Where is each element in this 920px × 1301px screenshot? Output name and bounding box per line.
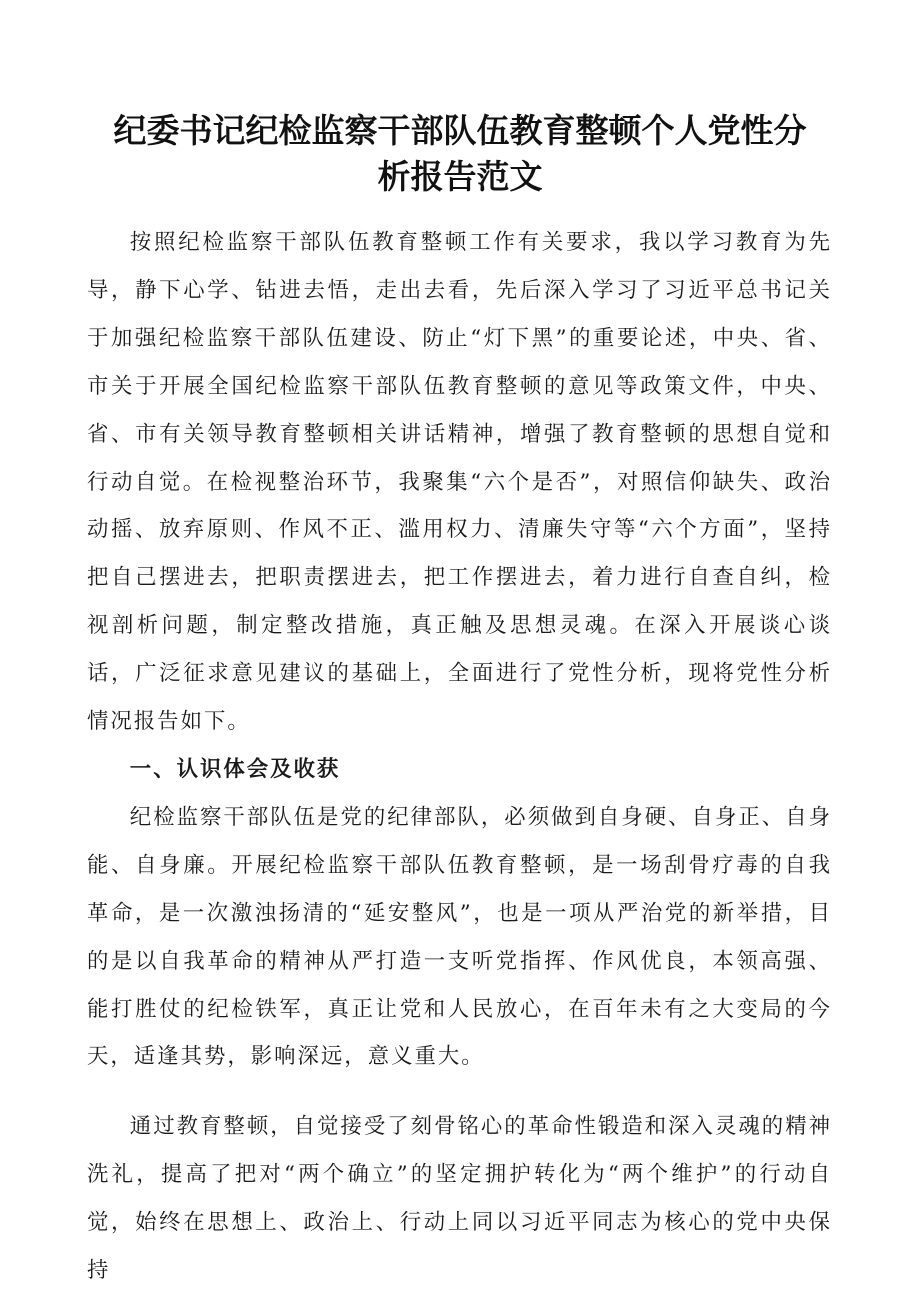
document-title	[100, 108, 820, 200]
paragraph-section-1-b: 通过教育整顿，自觉接受了刻骨铭心的革命性锻造和深入灵魂的精神洗礼，提高了把对“两个确立”的坚定拥护转化为“两个维护”的行动自觉，始终在思想上、政治上、行动上同以习近平同志为核心的党中央保持	[87, 1114, 832, 1284]
title-line-2: 析报告范文	[377, 157, 543, 196]
title-line-1: 纪委书记纪检监察干部队伍教育整顿个人党性分	[113, 111, 807, 150]
paragraph-gap	[87, 1081, 832, 1103]
paragraph-intro: 按照纪检监察干部队伍教育整顿工作有关要求，我以学习教育为先导，静下心学、钻进去悟，走出去看，先后深入学习了习近平总书记关于加强纪检监察干部队伍建设、防止“灯下黑”的重要论述，中央、省、市关于开展全国纪检监察干部队伍教育整顿的意见等政策文件，中央、省、市有关领导教育整顿相关讲话精神，增强了教育整顿的思想自觉和行动自觉。在检视整治环节，我聚集“六个是否”，对照信仰缺失、政治动摇、放弃原则、作风不正、滥用权力、清廉失守等“六个方面”，坚持把自己摆进去，把职责摆进去，把工作摆进去，着力进行自查自纠，检视剖析问题，制定整改措施，真正触及思想灵魂。在深入开展谈心谈话，广泛征求意见建议的基础上，全面进行了党性分析，现将党性分析情况报告如下。	[87, 230, 832, 735]
paragraph-section-1-a: 纪检监察干部队伍是党的纪律部队，必须做到自身硬、自身正、自身能、自身廉。开展纪检监察干部队伍教育整顿，是一场刮骨疗毒的自我革命，是一次激浊扬清的“延安整风”，也是一项从严治党的新举措，目的是以自我革命的精神从严打造一支听党指挥、作风优良，本领高强、能打胜仗的纪检铁军，真正让党和人民放心，在百年未有之大变局的今天，适逢其势，影响深远，意义重大。	[87, 804, 832, 1070]
document-body	[87, 219, 832, 1295]
section-heading-1: 一、认识体会及收获	[129, 756, 341, 782]
